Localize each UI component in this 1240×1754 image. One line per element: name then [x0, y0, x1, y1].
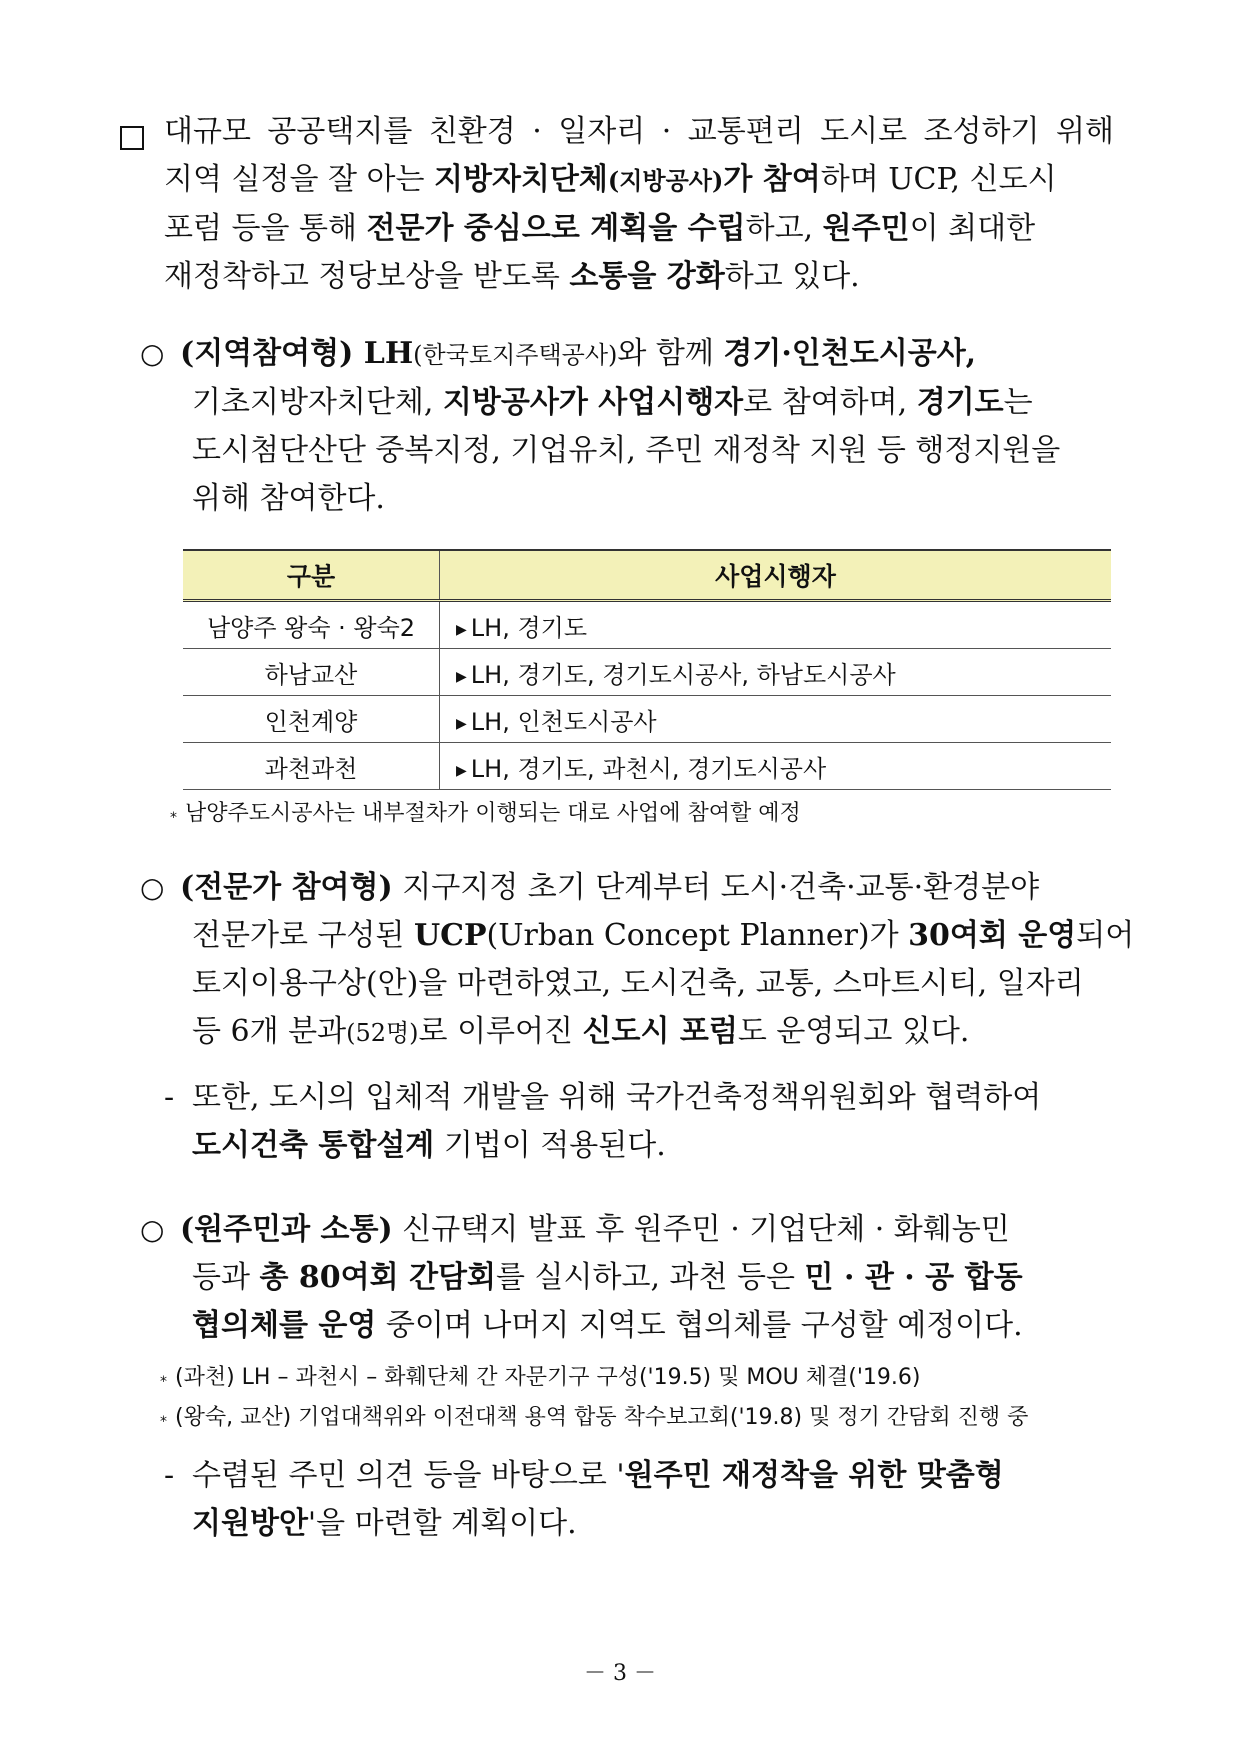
- triangle-right-icon: ▶: [456, 715, 467, 732]
- intro-line-3: 포럼 등을 통해 전문가 중심으로 계획을 수립하고, 원주민이 최대한: [164, 211, 1036, 246]
- executor-cell: ▶ LH, 경기도: [440, 601, 1112, 649]
- intro-line-4: 재정착하고 정당보상을 받도록 소통을 강화하고 있다.: [164, 259, 860, 294]
- executor-cell: ▶ LH, 경기도, 과천시, 경기도시공사: [440, 743, 1112, 790]
- triangle-right-icon: ▶: [456, 762, 467, 779]
- bullet-circle-icon: ○: [140, 1213, 165, 1246]
- triangle-right-icon: ▶: [456, 668, 467, 685]
- intro-paragraph: [164, 108, 1114, 301]
- residents-sub-line-2: 지원방안'을 마련할 계획이다.: [192, 1506, 577, 1541]
- triangle-right-icon: ▶: [456, 621, 467, 638]
- header-executor: 사업시행자: [440, 550, 1112, 601]
- executor-table: [183, 549, 1111, 790]
- residents-line-2: 등과 총 80여회 간담회를 실시하고, 과천 등은 민 · 관 · 공 합동: [192, 1260, 1023, 1295]
- residents-footnote-2: * (왕숙, 교산) 기업대책위와 이전대책 용역 합동 착수보고회('19.8) 및 정기 간담회 진행 중: [160, 1405, 1029, 1430]
- asterisk-icon: *: [170, 810, 177, 826]
- local-line-2: 기초지방자치단체, 지방공사가 사업시행자로 참여하며, 경기도는: [192, 385, 1033, 420]
- area-cell: 하남교산: [183, 649, 440, 696]
- residents-line-1: (원주민과 소통) 신규택지 발표 후 원주민 · 기업단체 · 화훼농민: [180, 1212, 1010, 1247]
- expert-participation-paragraph: [180, 864, 1135, 1057]
- residents-footnote-1: * (과천) LH – 과천시 – 화훼단체 간 자문기구 구성('19.5) 및 MOU 체결('19.6): [160, 1365, 921, 1390]
- asterisk-icon: *: [160, 1374, 167, 1390]
- expert-line-4: 등 6개 분과(52명)로 이루어진 신도시 포럼도 운영되고 있다.: [192, 1014, 970, 1049]
- expert-subparagraph: [192, 1074, 1114, 1170]
- table-header-row: [183, 550, 1111, 601]
- page-number: － 3 －: [584, 1661, 656, 1686]
- asterisk-icon: *: [160, 1414, 167, 1430]
- local-participation-paragraph: [180, 330, 1114, 523]
- dash-marker: -: [164, 1458, 175, 1493]
- table-row: [183, 649, 1111, 696]
- executor-cell: ▶ LH, 인천도시공사: [440, 696, 1112, 743]
- dash-marker: -: [164, 1080, 175, 1115]
- residents-subparagraph: [192, 1452, 1114, 1548]
- expert-line-3: 토지이용구상(안)을 마련하였고, 도시건축, 교통, 스마트시티, 일자리: [192, 966, 1084, 1001]
- intro-line-2: 지역 실정을 잘 아는 지방자치단체(지방공사)가 참여하며 UCP, 신도시: [164, 162, 1057, 197]
- table-footnote: * 남양주도시공사는 내부절차가 이행되는 대로 사업에 참여할 예정: [170, 801, 801, 826]
- checkbox-square-icon: [120, 126, 144, 150]
- intro-line-1: 대규모 공공택지를 친환경 · 일자리 · 교통편리 도시로 조성하기 위해: [164, 114, 1114, 149]
- area-cell: 인천계양: [183, 696, 440, 743]
- bullet-circle-icon: ○: [140, 871, 165, 904]
- local-line-3: 도시첨단산단 중복지정, 기업유치, 주민 재정착 지원 등 행정지원을: [192, 433, 1061, 468]
- executor-cell: ▶ LH, 경기도, 경기도시공사, 하남도시공사: [440, 649, 1112, 696]
- residents-paragraph: [180, 1206, 1114, 1350]
- expert-sub-line-1: 또한, 도시의 입체적 개발을 위해 국가건축정책위원회와 협력하여: [192, 1080, 1042, 1115]
- area-cell: 과천과천: [183, 743, 440, 790]
- area-cell: 남양주 왕숙 · 왕숙2: [183, 601, 440, 649]
- expert-sub-line-2: 도시건축 통합설계 기법이 적용된다.: [192, 1128, 666, 1163]
- residents-sub-line-1: 수렴된 주민 의견 등을 바탕으로 '원주민 재정착을 위한 맞춤형: [192, 1458, 1004, 1493]
- table-row: [183, 696, 1111, 743]
- expert-line-1: (전문가 참여형) 지구지정 초기 단계부터 도시·건축·교통·환경분야: [180, 870, 1040, 905]
- header-area: 구분: [183, 550, 440, 601]
- residents-line-3: 협의체를 운영 중이며 나머지 지역도 협의체를 구성할 예정이다.: [192, 1308, 1023, 1343]
- local-line-1: (지역참여형) LH(한국토지주택공사)와 함께 경기·인천도시공사,: [180, 336, 977, 371]
- local-line-4: 위해 참여한다.: [192, 481, 385, 516]
- expert-line-2: 전문가로 구성된 UCP(Urban Concept Planner)가 30여회 운영되어: [192, 918, 1135, 953]
- table-row: [183, 601, 1111, 649]
- bullet-circle-icon: ○: [140, 337, 165, 370]
- table-row: [183, 743, 1111, 790]
